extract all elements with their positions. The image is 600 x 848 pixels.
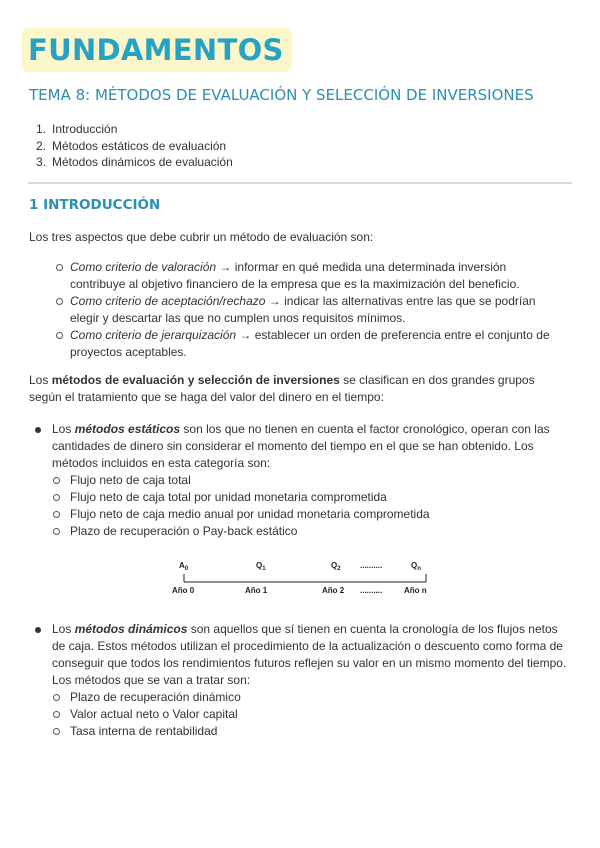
list-item bbox=[52, 472, 574, 489]
list-item-label: Plazo de recuperación o Pay-back estático bbox=[70, 524, 298, 538]
divider bbox=[28, 182, 572, 184]
timeline-top-label: $Q_n$ bbox=[411, 561, 421, 572]
topic-subtitle: TEMA 8: MÉTODOS DE EVALUACIÓN Y SELECCIÓN DE INVERSIONES bbox=[29, 86, 534, 104]
timeline-top-label: $Q_2$ bbox=[331, 561, 341, 572]
list-item-label: Flujo neto de caja medio anual por unidad monetaria comprometida bbox=[70, 507, 430, 521]
static-methods-list bbox=[34, 472, 574, 540]
timeline-bottom-label: Año 1 bbox=[245, 586, 268, 595]
timeline-bottom-label: .......... bbox=[360, 586, 383, 595]
criteria-term: Como criterio de aceptación/rechazo bbox=[70, 294, 266, 308]
dynamic-methods-list bbox=[34, 689, 574, 740]
timeline-bottom-label: Año 0 bbox=[172, 586, 195, 595]
toc-label: Introducción bbox=[52, 122, 118, 136]
text-run: Los bbox=[52, 622, 75, 636]
criteria-text: → informar en qué medida una determinada inversión contribuye al objetivo financiero de la empresa que es la maximización del beneficio. bbox=[70, 260, 520, 291]
list-item-label: Valor actual neto o Valor capital bbox=[70, 707, 238, 721]
bold-term: métodos estáticos bbox=[74, 422, 181, 436]
text-run: Los bbox=[52, 422, 75, 436]
title-highlight bbox=[22, 28, 292, 72]
toc-item bbox=[36, 154, 233, 171]
hollow-bullet-icon bbox=[56, 264, 63, 271]
hollow-bullet-icon bbox=[56, 332, 63, 339]
text-run: son aquellos que sí tienen en cuenta la cronología de los flujos netos de caja. Estos métodos utilizan el procedimiento de la actualización o descuento como forma de conseguir que todos los rendimientos futuros reflejen su valor en un mismo momento del tiempo. Los métodos que se van a tratar son: bbox=[52, 622, 567, 687]
criteria-text: → indicar las alternativas entre las que se podrían elegir y descartar las que no cumplen unos requisitos mínimos. bbox=[70, 294, 536, 325]
list-item bbox=[52, 723, 574, 740]
text-run: Los bbox=[29, 373, 52, 387]
bold-term: métodos dinámicos bbox=[74, 622, 188, 636]
filled-bullet-icon bbox=[35, 627, 41, 633]
criteria-item bbox=[56, 259, 561, 293]
section-heading: 1 INTRODUCCIÓN bbox=[29, 197, 161, 213]
list-item-label: Flujo neto de caja total bbox=[70, 473, 191, 487]
list-item bbox=[52, 506, 574, 523]
hollow-bullet-icon bbox=[53, 528, 60, 535]
timeline-bottom-label: Año 2 bbox=[322, 586, 345, 595]
list-item bbox=[52, 523, 574, 540]
timeline-bottom-label: Año n bbox=[404, 586, 427, 595]
criteria-text: → establecer un orden de preferencia entre el conjunto de proyectos aceptables. bbox=[70, 328, 550, 359]
list-item-label: Plazo de recuperación dinámico bbox=[70, 690, 241, 704]
toc-item bbox=[36, 121, 233, 138]
toc-item bbox=[36, 138, 233, 155]
toc-number: 2. bbox=[36, 138, 47, 153]
toc-number: 3. bbox=[36, 155, 47, 169]
timeline-top-label: $A_0$ bbox=[179, 561, 189, 572]
list-item bbox=[52, 689, 574, 706]
dynamic-methods-group bbox=[34, 621, 574, 740]
timeline-top-label: $Q_1$ bbox=[256, 561, 266, 572]
list-item bbox=[52, 706, 574, 723]
hollow-bullet-icon bbox=[53, 694, 60, 701]
hollow-bullet-icon bbox=[53, 711, 60, 718]
criteria-item bbox=[56, 327, 561, 361]
dynamic-methods-description bbox=[34, 621, 574, 689]
table-of-contents bbox=[36, 121, 233, 171]
list-item bbox=[52, 489, 574, 506]
timeline-top-label: .......... bbox=[360, 561, 383, 570]
intro-paragraph: Los tres aspectos que debe cubrir un método de evaluación son: bbox=[29, 230, 374, 244]
page-title: FUNDAMENTOS bbox=[28, 33, 284, 67]
criteria-item bbox=[56, 293, 561, 327]
criteria-term: Como criterio de valoración bbox=[70, 260, 217, 274]
hollow-bullet-icon bbox=[53, 477, 60, 484]
text-run: son los que no tienen en cuenta el factor cronológico, operan con las cantidades de dinero sin considerar el momento del tiempo en el que se han obtenido. Los métodos incluidos en esta categoría son: bbox=[52, 422, 550, 470]
bold-term: métodos de evaluación y selección de inversiones bbox=[51, 373, 340, 387]
toc-label: Métodos dinámicos de evaluación bbox=[52, 155, 233, 169]
hollow-bullet-icon bbox=[53, 494, 60, 501]
static-methods-description bbox=[34, 421, 574, 472]
toc-label: Métodos estáticos de evaluación bbox=[52, 138, 227, 153]
list-item-label: Flujo neto de caja total por unidad monetaria comprometida bbox=[70, 490, 387, 504]
classification-paragraph bbox=[29, 372, 559, 406]
text-run: se clasifican en dos grandes grupos según el tratamiento que se haga del valor del dinero en el tiempo: bbox=[29, 373, 535, 404]
hollow-bullet-icon bbox=[53, 728, 60, 735]
toc-number: 1. bbox=[36, 122, 47, 136]
filled-bullet-icon bbox=[35, 427, 41, 433]
list-item-label: Tasa interna de rentabilidad bbox=[70, 724, 218, 738]
cash-flow-timeline bbox=[170, 556, 440, 600]
criteria-list bbox=[56, 259, 561, 361]
hollow-bullet-icon bbox=[56, 298, 63, 305]
hollow-bullet-icon bbox=[53, 511, 60, 518]
criteria-term: Como criterio de jerarquización bbox=[70, 328, 237, 342]
static-methods-group bbox=[34, 421, 574, 540]
